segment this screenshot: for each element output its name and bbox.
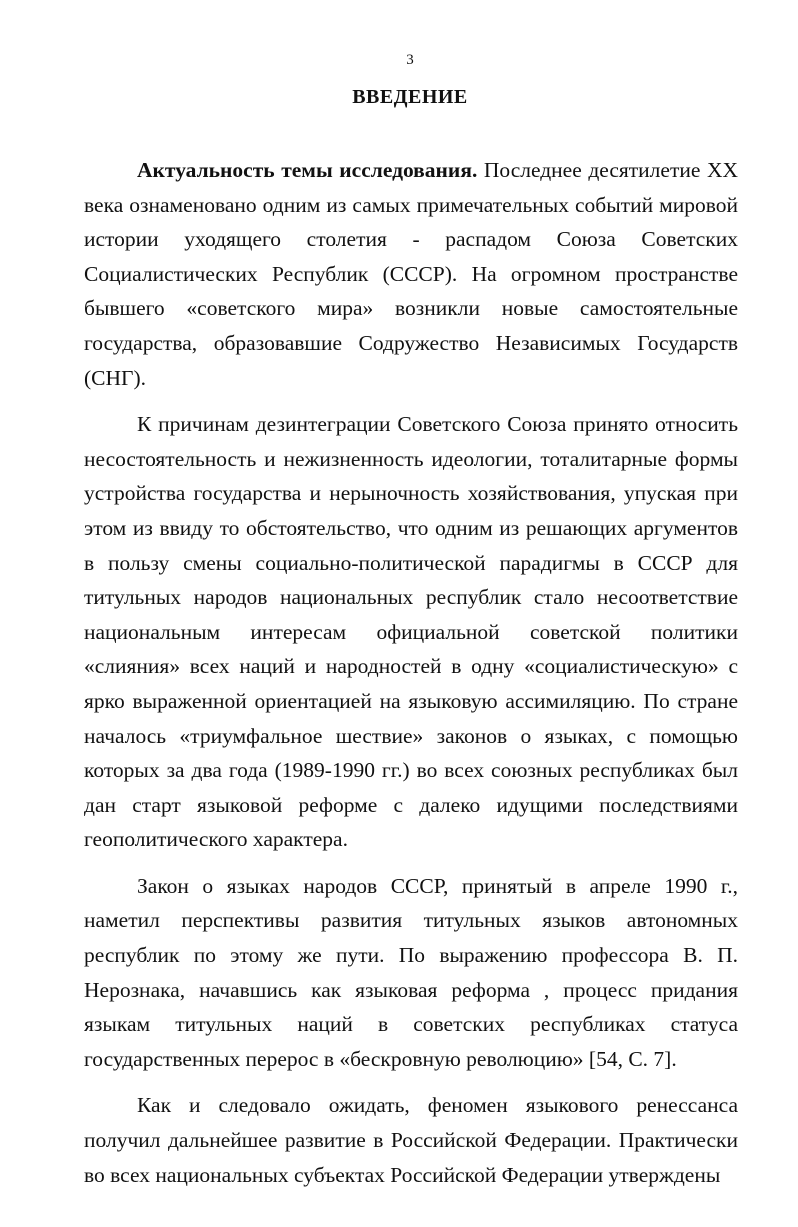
paragraph-text: К причинам дезинтеграции Советского Союза принято относить несостоятельность и нежизненность идеологии, тоталитарные формы устройства государства и нерыночность хозяйствования, упуская при этом из ввиду то обстоятельство, что одним из решающих аргументов в пользу смены социально-политической парадигмы в СССР для титульных народов национальных республик стало несоответствие национальным интересам официальной советской политики «слияния» всех наций и народностей в одну «социалистическую» с ярко выраженной ориентацией на языковую ассимиляцию. По стране началось «триумфальное шествие» законов о языках, с помощью которых за два года (1989-1990 гг.) во всех союзных республиках был дан старт языковой реформе с далеко идущими последствиями геополитического характера. — [84, 412, 738, 852]
page-number: 3 — [406, 52, 414, 68]
paragraph-text: Закон о языках народов СССР, принятый в апреле 1990 г., наметил перспективы развития титульных языков автономных республик по этому же пути. По выражению профессора В. П. Нерознака, начавшись как языковая реформа , процесс придания языкам титульных наций в советских республиках статуса государственных перерос в «бескровную революцию» [54, С. 7]. — [84, 873, 738, 1071]
paragraph-lead: Актуальность темы исследования. — [137, 158, 478, 182]
paragraph-relevance — [84, 153, 738, 395]
paragraph-renaissance — [84, 1088, 738, 1192]
page-title: ВВЕДЕНИЕ — [352, 86, 468, 108]
paragraph-language-law — [84, 869, 738, 1077]
paragraph-text: Как и следовало ожидать, феномен языкового ренессанса получил дальнейшее развитие в Российской Федерации. Практически во всех национальных субъектах Российской Федерации утверждены — [84, 1093, 738, 1187]
document-body — [84, 153, 738, 1192]
paragraph-disintegration — [84, 407, 738, 857]
paragraph-text: Последнее десятилетие XX века ознаменовано одним из самых примечательных событий мировой истории уходящего столетия - распадом Союза Советских Социалистических Республик (СССР). На огромном пространстве бывшего «советского мира» возникли новые самостоятельные государства, образовавшие Содружество Независимых Государств (СНГ). — [84, 158, 738, 390]
